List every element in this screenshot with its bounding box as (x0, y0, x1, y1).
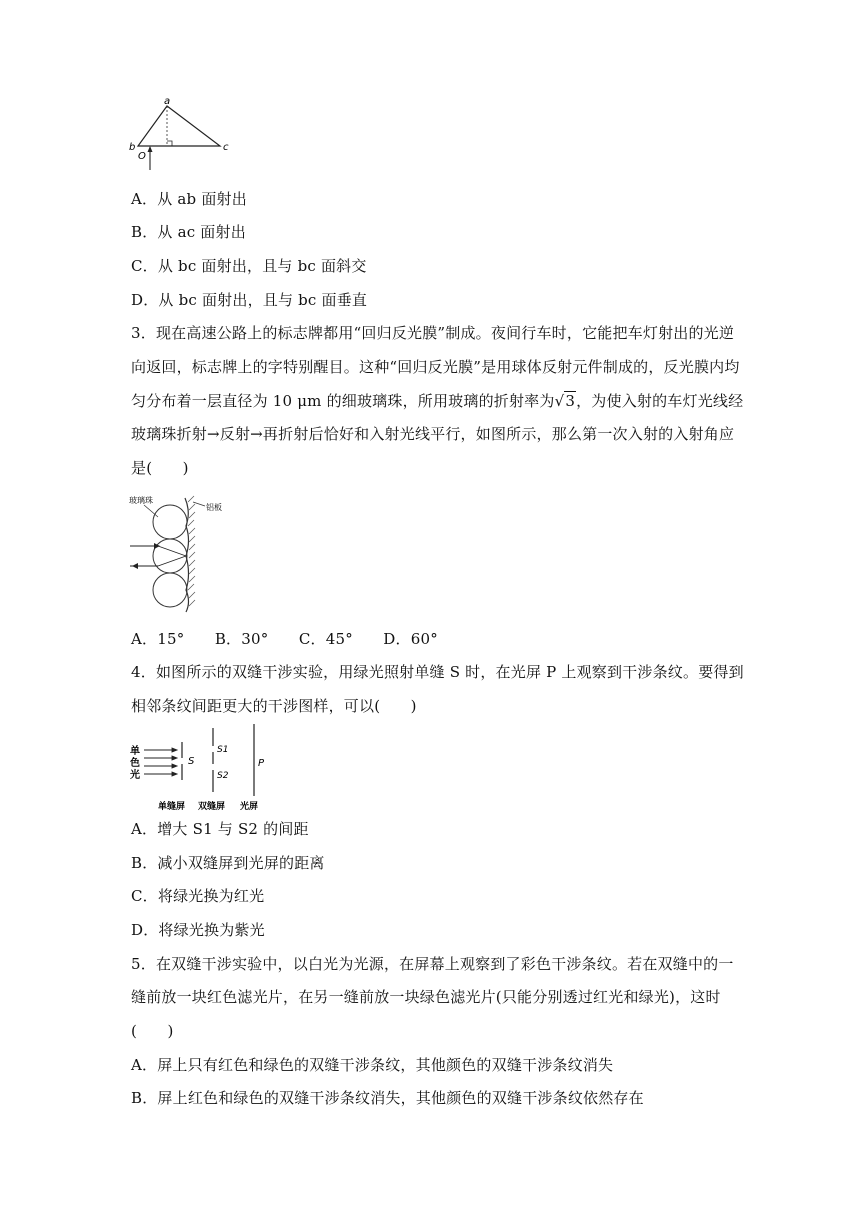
light-arrows (144, 748, 177, 776)
label-mono-3: 光 (130, 770, 140, 781)
q4-option-d: D．将绿光换为紫光 (131, 921, 265, 939)
q3-text-line2: 向返回，标志牌上的字特别醒目。这种“回归反光膜”是用球体反射元件制成的，反光膜内均 (131, 358, 740, 376)
q3-text-line5: 是( ) (131, 459, 189, 477)
q3-text-line1: 3．现在高速公路上的标志牌都用“回归反光膜”制成。夜间行车时，它能把车灯射出的光逆 (131, 324, 735, 342)
q5-text-line3: ( ) (131, 1022, 174, 1040)
label-a: a (164, 96, 171, 107)
q3-line3-part1: 匀分布着一层直径为 10 μm 的细玻璃珠，所用玻璃的折射率为 (131, 392, 555, 410)
prism-triangle-figure (128, 96, 238, 174)
label-glass-bead: 玻璃珠 (129, 496, 153, 505)
q5-text-line2: 缝前放一块红色滤光片，在另一缝前放一块绿色滤光片(只能分别透过红光和绿光)，这时 (131, 988, 721, 1006)
right-angle-mark (167, 141, 172, 146)
leader-bead (144, 505, 158, 517)
ray-inside-bead-2 (158, 556, 186, 566)
bead-bottom (153, 573, 187, 607)
q3-options: A．15° B．30° C．45° D．60° (131, 630, 438, 648)
double-slit-figure (128, 722, 278, 814)
q2-option-c: C．从 bc 面射出，且与 bc 面斜交 (131, 257, 367, 275)
label-aluminum-plate: 铝板 (206, 503, 222, 512)
q4-text-line1: 4．如图所示的双缝干涉实验，用绿光照射单缝 S 时，在光屏 P 上观察到干涉条纹。要得到 (131, 663, 744, 681)
label-mono-1: 单 (130, 746, 140, 757)
label-o: O (138, 151, 146, 162)
bead-top (153, 505, 187, 539)
label-b: b (129, 142, 136, 153)
emergent-arrow-lower (132, 563, 138, 569)
q4-option-a: A．增大 S1 与 S2 的间距 (131, 820, 309, 838)
ray-inside-bead-1 (158, 546, 186, 556)
sqrt-expression (555, 391, 577, 411)
label-s2: S2 (217, 771, 229, 781)
label-s: S (188, 756, 195, 767)
q4-text-line2: 相邻条纹间距更大的干涉图样，可以( ) (131, 697, 417, 715)
plate-hatching (188, 496, 195, 606)
incident-arrow-head (148, 146, 153, 152)
triangle-abc (138, 106, 220, 146)
q5-option-a: A．屏上只有红色和绿色的双缝干涉条纹，其他颜色的双缝干涉条纹消失 (131, 1056, 614, 1074)
label-s1: S1 (217, 745, 229, 755)
sqrt-radicand: 3 (565, 392, 576, 410)
q3-text-line4: 玻璃珠折射→反射→再折射后恰好和入射光线平行，如图所示，那么第一次入射的入射角应 (131, 425, 735, 443)
caption-single-slit: 单缝屏 (158, 802, 186, 812)
label-mono-2: 色 (130, 758, 140, 769)
q5-text-line1: 5．在双缝干涉实验中，以白光为光源，在屏幕上观察到了彩色干涉条纹。若在双缝中的一 (131, 955, 734, 973)
q4-option-c: C．将绿光换为红光 (131, 887, 265, 905)
label-p: P (258, 758, 265, 769)
bead-middle (153, 539, 187, 573)
q5-option-b: B．屏上红色和绿色的双缝干涉条纹消失，其他颜色的双缝干涉条纹依然存在 (131, 1089, 644, 1107)
q2-option-a: A．从 ab 面射出 (131, 190, 247, 208)
q2-option-d: D．从 bc 面射出，且与 bc 面垂直 (131, 291, 368, 309)
caption-double-slit: 双缝屏 (198, 802, 226, 812)
caption-screen: 光屏 (240, 802, 259, 812)
q2-option-b: B．从 ac 面射出 (131, 223, 246, 241)
glass-bead-figure (128, 490, 238, 614)
q3-line3-part2: ，为使入射的车灯光线经 (576, 392, 744, 410)
q3-text-line3 (131, 391, 743, 411)
q4-option-b: B．减小双缝屏到光屏的距离 (131, 854, 325, 872)
label-c: c (223, 142, 229, 153)
sqrt-sign: √ (554, 392, 565, 410)
